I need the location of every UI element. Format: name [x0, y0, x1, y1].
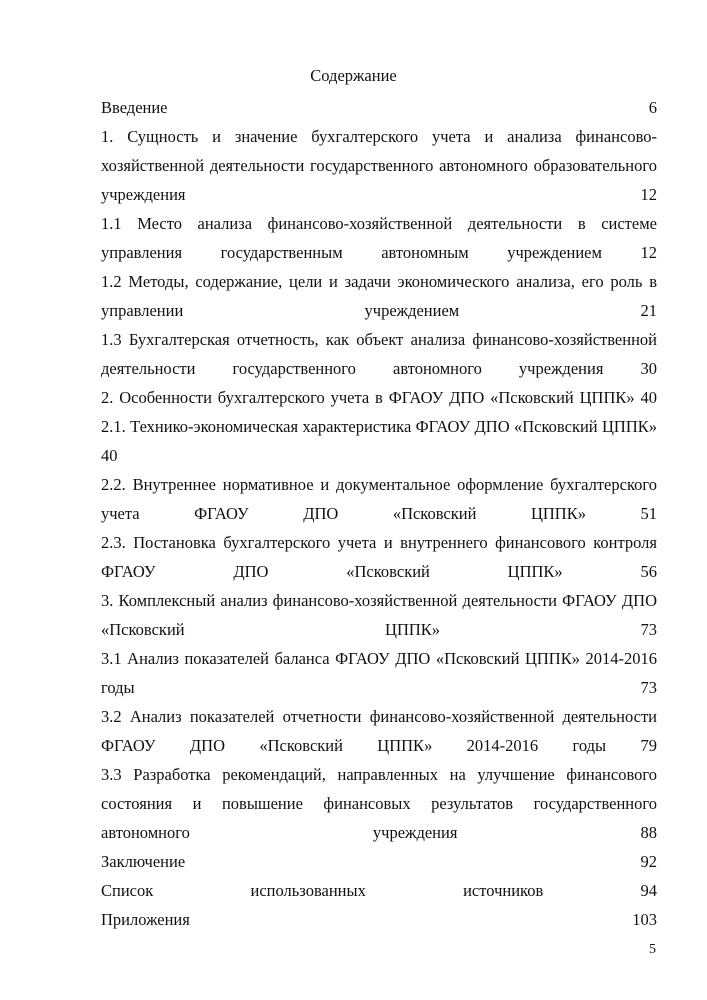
toc-entry-conclusion [101, 847, 657, 876]
toc-entry-section-2-3 [101, 528, 657, 586]
toc-entry-page: 73 [640, 678, 657, 697]
toc-entry-page: 40 [101, 446, 118, 465]
toc-entry-page: 92 [640, 852, 657, 871]
toc-entry-text: Введение [101, 98, 168, 117]
toc-entry-page: 73 [640, 620, 657, 639]
toc-entry-chapter-3 [101, 586, 657, 644]
toc-entry-page: 103 [632, 910, 657, 929]
toc-entry-page: 79 [640, 736, 657, 755]
toc-entry-section-1-3 [101, 325, 657, 383]
toc-entry-section-3-1 [101, 644, 657, 702]
toc-entry-text: Приложения [101, 910, 190, 929]
toc-entry-chapter-1 [101, 122, 657, 209]
toc-entry-section-2-1 [101, 412, 657, 470]
toc-entry-section-2-2 [101, 470, 657, 528]
toc-entry-text: 2.1. Технико-экономическая характеристика ФГАОУ ДПО «Псковский ЦППК» [101, 417, 657, 436]
toc-entry-page: 30 [640, 359, 657, 378]
toc-entry-section-1-1 [101, 209, 657, 267]
toc-title: Содержание [310, 66, 397, 85]
toc-entry-section-3-3 [101, 760, 657, 847]
toc-entry-appendices [101, 905, 657, 934]
toc-entry-chapter-2 [101, 383, 657, 412]
toc-entry-page: 56 [640, 562, 657, 581]
toc-list [101, 93, 657, 934]
page-number: 5 [649, 942, 656, 957]
toc-entry-page: 12 [640, 243, 657, 262]
toc-entry-page: 21 [640, 301, 657, 320]
toc-entry-text: 1.3 Бухгалтерская отчетность, как объект анализа финансово-хозяйственной деятельности государственного автономного учреждения [101, 330, 657, 378]
toc-entry-text: 2. Особенности бухгалтерского учета в ФГАОУ ДПО «Псковский ЦППК» [101, 388, 635, 407]
toc-entry-text: 1. Сущность и значение бухгалтерского учета и анализа финансово-хозяйственной деятельности государственного автономного образовательного учреждения [101, 127, 657, 204]
toc-entry-section-1-2 [101, 267, 657, 325]
toc-entry-text: Заключение [101, 852, 186, 871]
toc-entry-page: 6 [648, 98, 657, 117]
toc-entry-text: 3.1 Анализ показателей баланса ФГАОУ ДПО «Псковский ЦППК» 2014-2016 годы [101, 649, 657, 697]
toc-entry-page: 51 [640, 504, 657, 523]
toc-entry-text: 3. Комплексный анализ финансово-хозяйственной деятельности ФГАОУ ДПО «Псковский ЦППК» [101, 591, 657, 639]
toc-entry-text: 2.3. Постановка бухгалтерского учета и внутреннего финансового контроля ФГАОУ ДПО «Псковский ЦППК» [101, 533, 657, 581]
toc-entry-text: 3.2 Анализ показателей отчетности финансово-хозяйственной деятельности ФГАОУ ДПО «Псковский ЦППК» 2014-2016 годы [101, 707, 657, 755]
toc-entry-text: 1.1 Место анализа финансово-хозяйственной деятельности в системе управления государственным автономным учреждением [101, 214, 657, 262]
toc-entry-references [101, 876, 657, 905]
toc-entry-text: 1.2 Методы, содержание, цели и задачи экономического анализа, его роль в управлении учреждением [101, 272, 657, 320]
toc-entry-text: 2.2. Внутреннее нормативное и документальное оформление бухгалтерского учета ФГАОУ ДПО «Псковский ЦППК» [101, 475, 657, 523]
toc-entry-page: 94 [640, 881, 657, 900]
toc-entry-page: 88 [640, 823, 657, 842]
toc-entry-introduction [101, 93, 657, 122]
toc-entry-section-3-2 [101, 702, 657, 760]
toc-entry-text: 3.3 Разработка рекомендаций, направленных на улучшение финансового состояния и повышение финансовых результатов государственного автономного учреждения [101, 765, 657, 842]
toc-entry-page: 12 [640, 185, 657, 204]
toc-entry-text: Список использованных источников [101, 881, 544, 900]
toc-entry-page: 40 [640, 388, 658, 407]
